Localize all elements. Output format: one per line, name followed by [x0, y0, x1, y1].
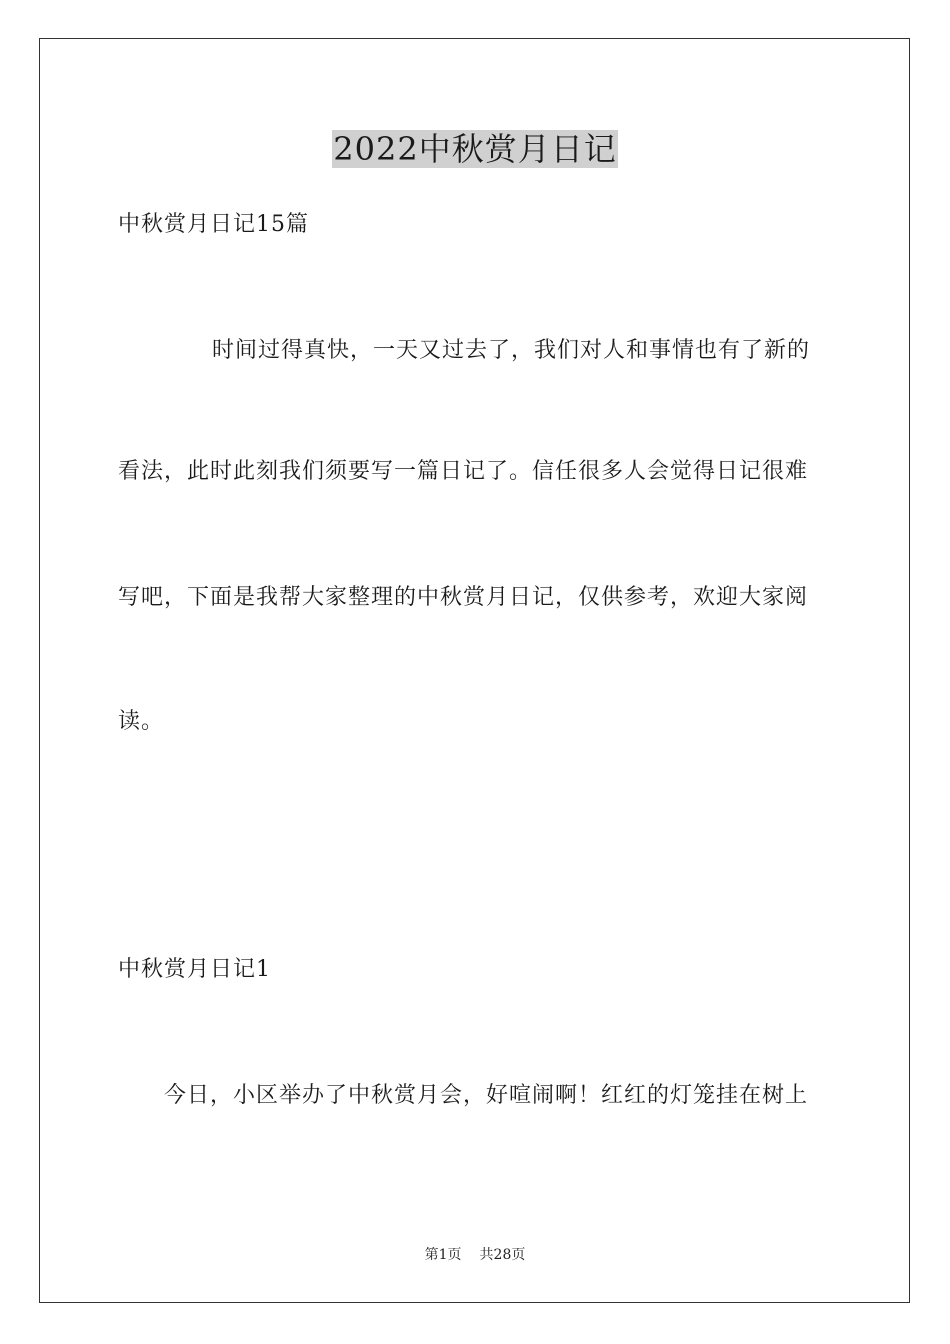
intro-line-4: 读。 — [118, 709, 165, 734]
page-footer — [0, 1246, 950, 1264]
document-title — [0, 128, 950, 170]
section-line-1: 今日，小区举办了中秋赏月会，好喧闹啊！红红的灯笼挂在树上 — [164, 1083, 809, 1108]
page-number: 第1页 — [424, 1247, 462, 1263]
intro-line-1: 时间过得真快，一天又过去了，我们对人和事情也有了新的 — [212, 338, 811, 363]
section-heading: 中秋赏月日记1 — [118, 957, 271, 982]
document-subtitle: 中秋赏月日记15篇 — [118, 212, 309, 237]
page-total: 共28页 — [479, 1247, 526, 1263]
document-title-text: 2022中秋赏月日记 — [333, 130, 617, 168]
intro-line-2: 看法，此时此刻我们须要写一篇日记了。信任很多人会觉得日记很难 — [118, 459, 809, 484]
intro-line-3: 写吧，下面是我帮大家整理的中秋赏月日记，仅供参考，欢迎大家阅 — [118, 585, 809, 610]
